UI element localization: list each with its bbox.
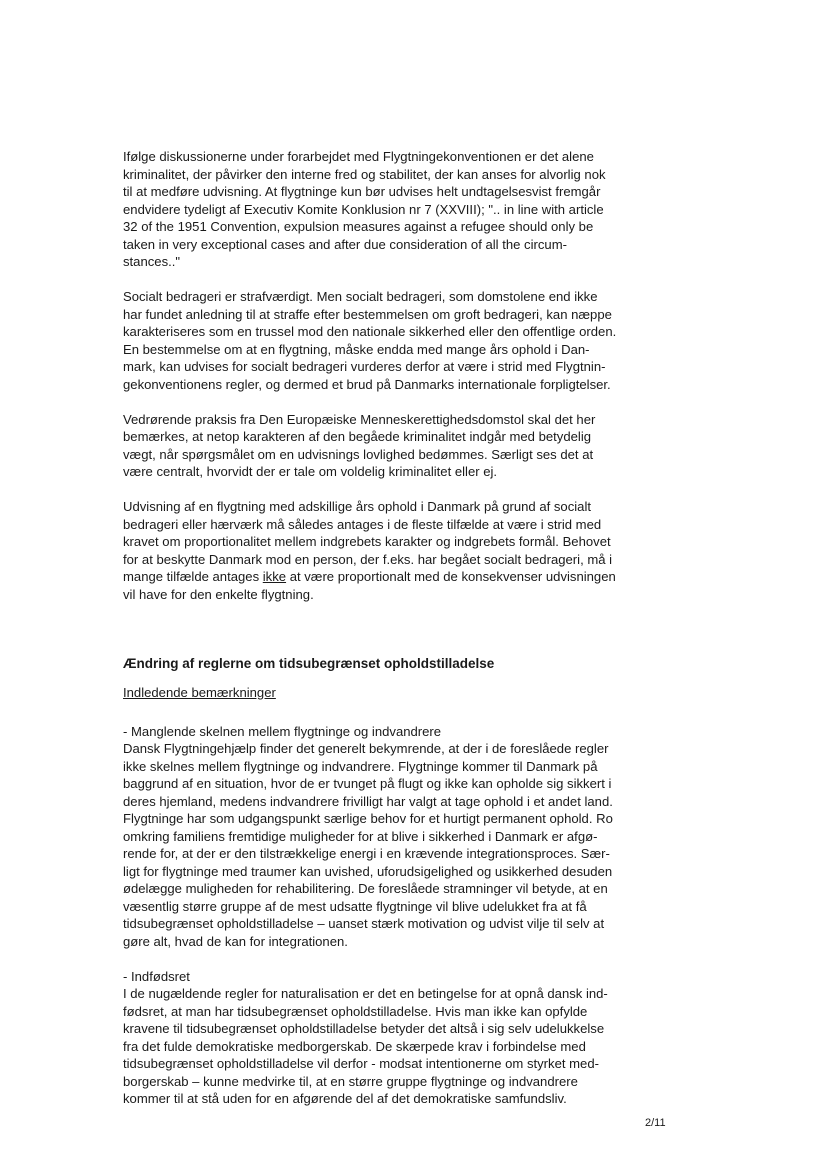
text-line: væsentlig større gruppe af de mest udsatte flygtninge vil blive udelukket fra at få [123,898,587,914]
text-line: bedrageri eller hærværk må således antages i de fleste tilfælde at være i strid med [123,516,602,532]
text-line: fødsret, at man har tidsubegrænset opholdstilladelse. Hvis man ikke kan opfylde [123,1003,588,1019]
text-line: Flygtninge har som udgangspunkt særlige behov for et hurtigt permanent ophold. Ro [123,811,613,826]
text-line: kravet om proportionalitet mellem indgrebets karakter og indgrebets formål. Behovet [123,534,611,549]
text-line: ligt for flygtninge med traumer kan uvished, uforudsigelighed og usikkerhed desuden [123,863,613,879]
text-line: baggrund af en situation, hvor de er tvunget på flugt og ikke kan opholde sig sikkert i [123,776,612,791]
text-line: fra det fulde demokratiske medborgerskab. De skærpede krav i forbindelse med [123,1038,586,1054]
text-segment: mange tilfælde antages [123,569,263,584]
text-line: være centralt, hvorvidt der er tale om voldelig kriminalitet eller ej. [123,464,498,479]
section-spacer [123,621,663,639]
text-segment: at være proportionalt med de konsekvenser udvisningen [286,569,616,584]
document-body [123,148,663,1125]
paragraph-menneskeret [123,411,663,481]
paragraph-konvention [123,148,663,271]
text-line: ødelægge muligheden for rehabilitering. De foreslåede stramninger vil betyde, at en [123,881,608,896]
text-line: tidsubegrænset opholdstilladelse vil derfor - modsat intentionerne om styrket med- [123,1056,599,1071]
text-line: karakteriseres som en trussel mod den nationale sikkerhed eller den offentlige orden. [123,324,617,339]
text-line: mark, kan udvises for socialt bedrageri vurderes derfor at være i strid med Flygtnin- [123,359,606,374]
text-line: 32 of the 1951 Convention, expulsion measures against a refugee should only be [123,219,594,234]
subheading: Indledende bemærkninger [123,685,276,700]
text-line: Vedrørende praksis fra Den Europæiske Menneskerettighedsdomstol skal det her [123,411,596,427]
text-line: En bestemmelse om at en flygtning, måske endda med mange års ophold i Dan- [123,341,590,357]
text-line: vægt, når spørgsmålet om en udvisnings lovlighed bedømmes. Særligt ses det at [123,446,594,462]
text-line: vil have for den enkelte flygtning. [123,586,314,602]
underlined-word: ikke [262,569,287,584]
page-number: 2/11 [645,1117,666,1129]
text-line: Ifølge diskussionerne under forarbejdet med Flygtningekonventionen er det alene [123,149,594,164]
text-line: Socialt bedrageri er strafværdigt. Men socialt bedrageri, som domstolene end ikke [123,289,598,304]
paragraph-socialt-bedrageri [123,288,663,393]
text-line: taken in very exceptional cases and after due consideration of all the circum- [123,236,567,252]
paragraph-udvisning [123,498,663,603]
text-line: Udvisning af en flygtning med adskillige års ophold i Danmark på grund af socialt [123,499,591,514]
paragraph-indfoedsret [123,968,663,1108]
text-line: rende for, at der er den tilstrækkelige energi i en krævende integrationsproces. Sær- [123,846,610,861]
text-line: kommer til at stå uden for en afgørende del af det demokratiske samfundsliv. [123,1091,567,1106]
text-line: stances.." [123,254,181,269]
text-line: endvidere tydeligt af Executiv Komite Konklusion nr 7 (XXVIII); ".. in line with article [123,201,604,217]
text-line [123,568,663,586]
section-heading: Ændring af reglerne om tidsubegrænset opholdstilladelse [123,655,495,671]
text-line: gekonventionens regler, og dermed et brud på Danmarks internationale forpligtelser. [123,376,611,392]
text-line: har fundet anledning til at straffe efter bestemmelsen om groft bedrageri, kan næppe [123,306,612,322]
text-line: ikke skelnes mellem flygtninge og indvandrere. Flygtninge kommer til Danmark på [123,758,598,774]
text-line: omkring familiens fremtidige muligheder for at blive i sikkerhed i Danmark er afgø- [123,828,598,844]
text-line: - Indfødsret [123,968,190,984]
text-line: gøre alt, hvad de kan for integrationen. [123,933,348,949]
text-line: kriminalitet, der påvirker den interne fred og stabilitet, der kan anses for alvorlig nok [123,166,606,182]
paragraph-manglende-skelnen [123,723,663,951]
text-line: - Manglende skelnen mellem flygtninge og indvandrere [123,723,442,739]
text-line: for at beskytte Danmark mod en person, der f.eks. har begået socialt bedrageri, må i [123,551,613,567]
text-line: bemærkes, at netop karakteren af den begåede kriminalitet indgår med betydelig [123,429,592,444]
text-line: til at medføre udvisning. At flygtninge kun bør udvises helt undtagelsesvist fremgår [123,184,601,199]
text-line: I de nugældende regler for naturalisation er det en betingelse for at opnå dansk ind- [123,986,608,1001]
text-line: kravene til tidsubegrænset opholdstilladelse betyder det altså i sig selv udelukkelse [123,1021,605,1036]
text-line: Dansk Flygtningehjælp finder det generelt bekymrende, at der i de foreslåede regler [123,741,609,756]
text-line: borgerskab – kunne medvirke til, at en større gruppe flygtninge og indvandrere [123,1073,578,1089]
text-line: tidsubegrænset opholdstilladelse – uanset stærk motivation og udvist vilje til selv at [123,916,605,931]
text-line: deres hjemland, medens indvandrere frivilligt har valgt at tage ophold i et andet land. [123,793,613,809]
